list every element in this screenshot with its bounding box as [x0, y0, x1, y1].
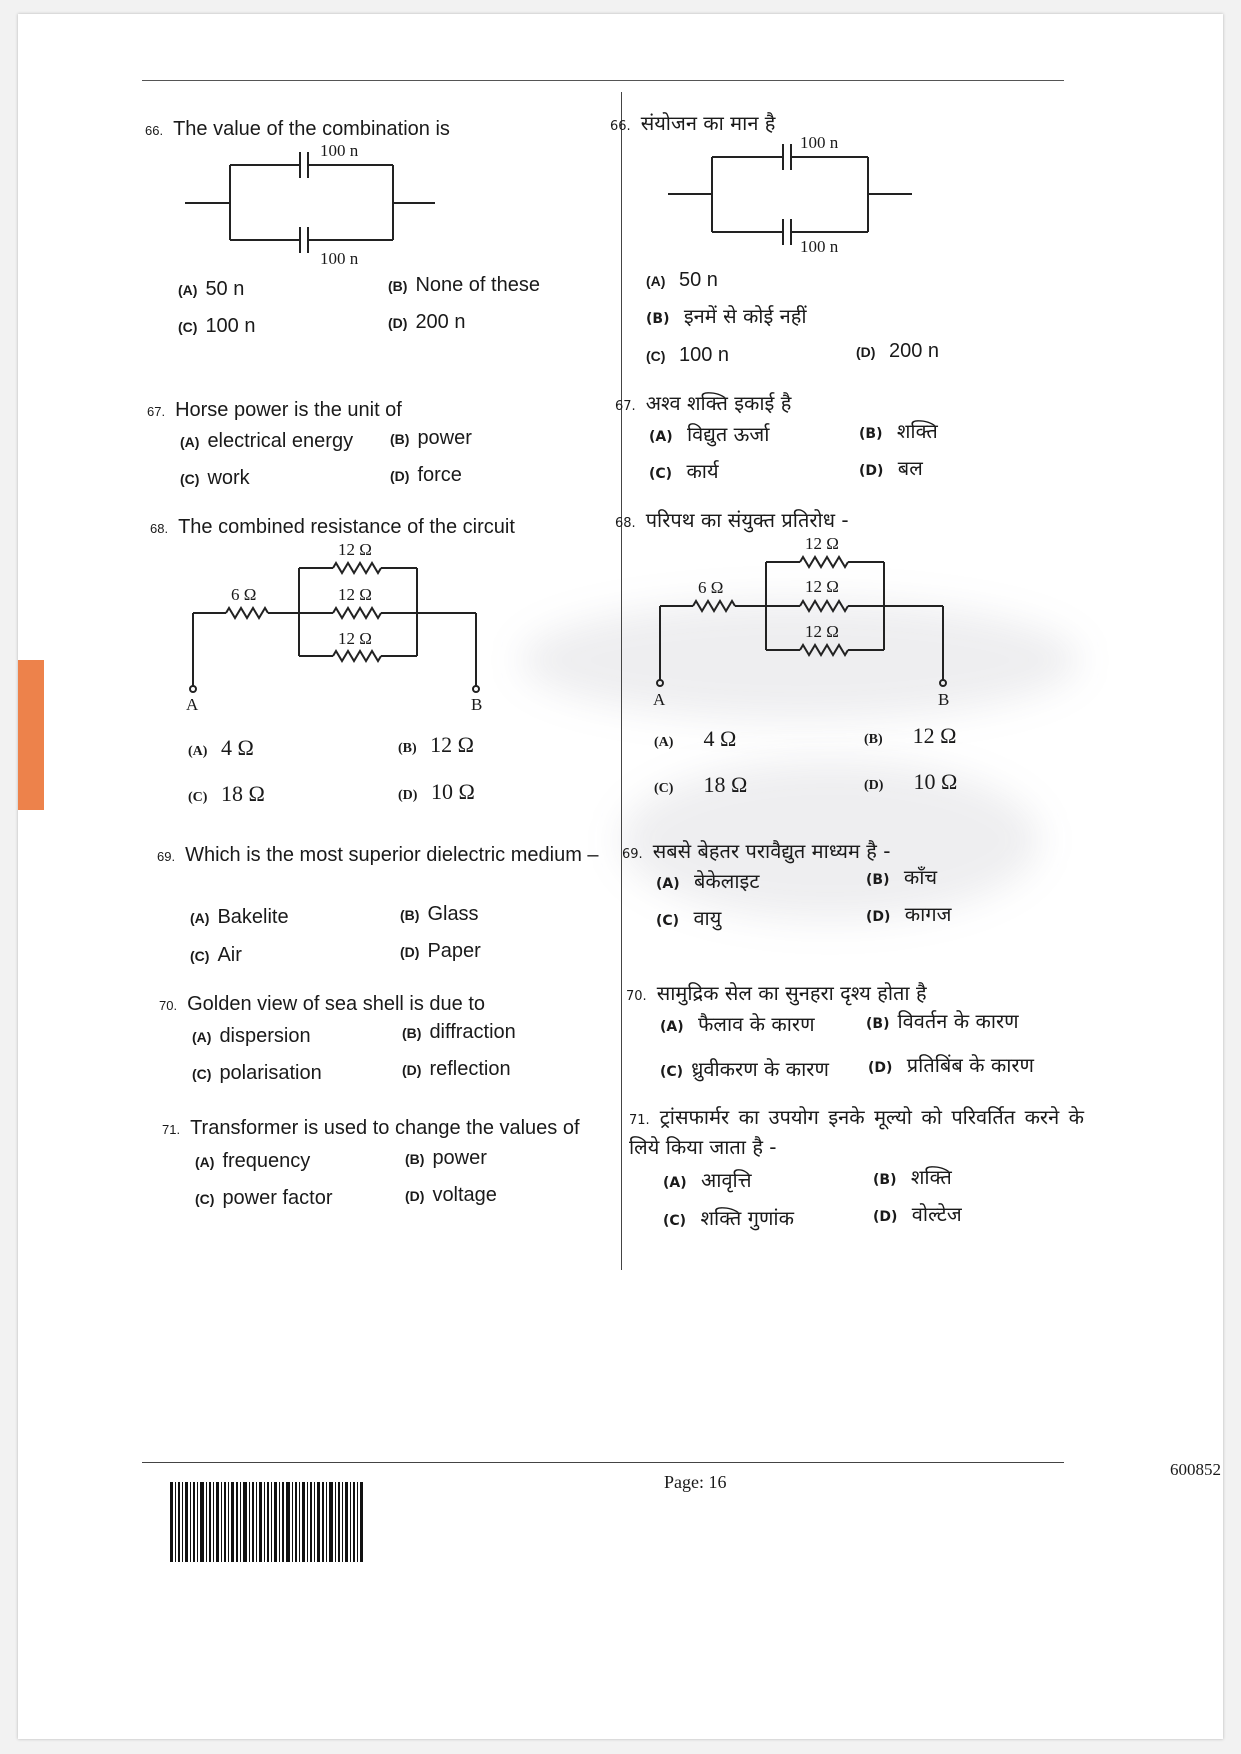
en-q67-option-c: (C) work — [180, 467, 250, 489]
cap-label-top: 100 n — [800, 133, 839, 152]
en-q70: 70. Golden view of sea shell is due to — [159, 993, 486, 1015]
en-q68-option-b: (B) 12 Ω — [398, 732, 475, 757]
hi-q69-option-a: (A) बेकेलाइट — [656, 869, 760, 893]
hi-q68-option-d: (D) 10 Ω — [864, 769, 958, 794]
page-edge-mark — [18, 660, 44, 810]
en-q71-option-d: (D) voltage — [405, 1184, 497, 1206]
resistor-label: 12 Ω — [338, 585, 372, 604]
question-text: The value of the combination is — [173, 118, 450, 140]
en-q67-option-d: (D) force — [390, 464, 462, 486]
hi-q66-option-a: (A) 50 n — [646, 269, 718, 291]
en-q69-option-b: (B) Glass — [400, 903, 479, 925]
hi-q67-option-c: (C) कार्य — [649, 459, 719, 483]
hi-q70-option-b: (B) विवर्तन के कारण — [866, 1009, 1019, 1033]
hi-q67: 67. अश्व शक्ति इकाई है — [615, 391, 792, 415]
en-q66-option-b: (B) None of these — [388, 274, 540, 296]
hi-q71-option-b: (B) शक्ति — [873, 1165, 952, 1189]
en-q69: 69. Which is the most superior dielectric medium – — [157, 844, 599, 866]
node-label: B — [471, 695, 483, 714]
en-q71-option-b: (B) power — [405, 1147, 487, 1169]
hi-q66-option-b: (B) इनमें से कोई नहीं — [646, 304, 807, 328]
hi-q66: 66. संयोजन का मान है — [610, 111, 776, 135]
page-number: Page: 16 — [664, 1472, 727, 1492]
en-q70-option-a: (A) dispersion — [192, 1025, 311, 1047]
node-label: A — [653, 690, 666, 709]
cap-label-bottom: 100 n — [800, 237, 839, 256]
question-number: 66. — [145, 123, 164, 138]
en-q68: 68. The combined resistance of the circuit — [150, 516, 515, 538]
hi-q66-option-c: (C) 100 n — [646, 344, 730, 366]
hi-q68-resistor-diagram — [650, 530, 970, 720]
en-q71: 71. Transformer is used to change the values of — [162, 1117, 580, 1139]
en-q67-option-a: (A) electrical energy — [180, 430, 354, 452]
en-q69-option-a: (A) Bakelite — [190, 906, 289, 928]
hi-q70-option-c: (C) ध्रुवीकरण के कारण — [660, 1057, 829, 1081]
hi-q68: 68. परिपथ का संयुक्त प्रतिरोध - — [615, 508, 849, 532]
barcode — [170, 1482, 366, 1562]
resistor-label: 6 Ω — [698, 578, 724, 597]
resistor-label: 12 Ω — [805, 534, 839, 553]
en-q69-option-d: (D) Paper — [400, 940, 481, 962]
hi-q70: 70. सामुद्रिक सेल का सुनहरा दृश्य होता है — [626, 981, 927, 1005]
paper-code: 600852 — [1170, 1460, 1221, 1479]
en-q70-option-b: (B) diffraction — [402, 1021, 516, 1043]
en-q70-option-d: (D) reflection — [402, 1058, 511, 1080]
hi-q67-option-d: (D) बल — [859, 456, 923, 480]
en-q66-option-d: (D) 200 n — [388, 311, 466, 333]
resistor-label: 6 Ω — [231, 585, 257, 604]
en-q66-capacitor-diagram — [185, 138, 445, 268]
hi-q68-option-a: (A) 4 Ω — [654, 726, 737, 751]
hi-q66-option-d: (D) 200 n — [856, 340, 940, 362]
en-q67: 67. Horse power is the unit of — [147, 399, 402, 421]
hi-q69-option-b: (B) काँच — [866, 865, 938, 889]
hi-q69-option-d: (D) कागज — [866, 902, 952, 926]
resistor-label: 12 Ω — [338, 629, 372, 648]
hi-q67-option-b: (B) शक्ति — [859, 419, 938, 443]
cap-label-bottom: 100 n — [320, 249, 359, 268]
hi-q69: 69. सबसे बेहतर परावैद्युत माध्यम है - — [622, 839, 891, 863]
cap-label-top: 100 n — [320, 141, 359, 160]
en-q68-option-a: (A) 4 Ω — [188, 735, 254, 760]
en-q71-option-a: (A) frequency — [195, 1150, 311, 1172]
en-q66-option-c: (C) 100 n — [178, 315, 256, 337]
resistor-label: 12 Ω — [805, 622, 839, 641]
en-q66-option-a: (A) 50 n — [178, 278, 245, 300]
en-q68-resistor-diagram — [183, 538, 503, 728]
hi-q66-capacitor-diagram — [668, 132, 928, 260]
hi-q68-option-c: (C) 18 Ω — [654, 772, 748, 797]
hi-q67-option-a: (A) विद्युत ऊर्जा — [649, 422, 770, 446]
resistor-label: 12 Ω — [338, 540, 372, 559]
hi-q71-option-c: (C) शक्ति गुणांक — [663, 1206, 794, 1230]
hi-q70-option-a: (A) फैलाव के कारण — [660, 1012, 815, 1036]
en-q69-option-c: (C) Air — [190, 944, 242, 966]
en-q68-option-d: (D) 10 Ω — [398, 779, 475, 804]
resistor-label: 12 Ω — [805, 577, 839, 596]
hi-q71-option-d: (D) वोल्टेज — [873, 1202, 962, 1226]
top-rule — [142, 80, 1064, 81]
node-label: A — [186, 695, 199, 714]
hi-q71-option-a: (A) आवृत्ति — [663, 1168, 752, 1192]
hi-q71: 71. ट्रांसफार्मर का उपयोग इनके मूल्यो को परिवर्तित करने के लिये किया जाता है - — [629, 1105, 1084, 1159]
column-divider — [621, 92, 622, 1270]
hi-q70-option-d: (D) प्रतिबिंब के कारण — [868, 1053, 1035, 1077]
node-label: B — [938, 690, 950, 709]
en-q70-option-c: (C) polarisation — [192, 1062, 322, 1084]
en-q68-option-c: (C) 18 Ω — [188, 781, 265, 806]
footer-rule — [142, 1462, 1064, 1463]
en-q67-option-b: (B) power — [390, 427, 472, 449]
hi-q69-option-c: (C) वायु — [656, 906, 722, 930]
en-q71-option-c: (C) power factor — [195, 1187, 333, 1209]
hi-q68-option-b: (B) 12 Ω — [864, 723, 957, 748]
